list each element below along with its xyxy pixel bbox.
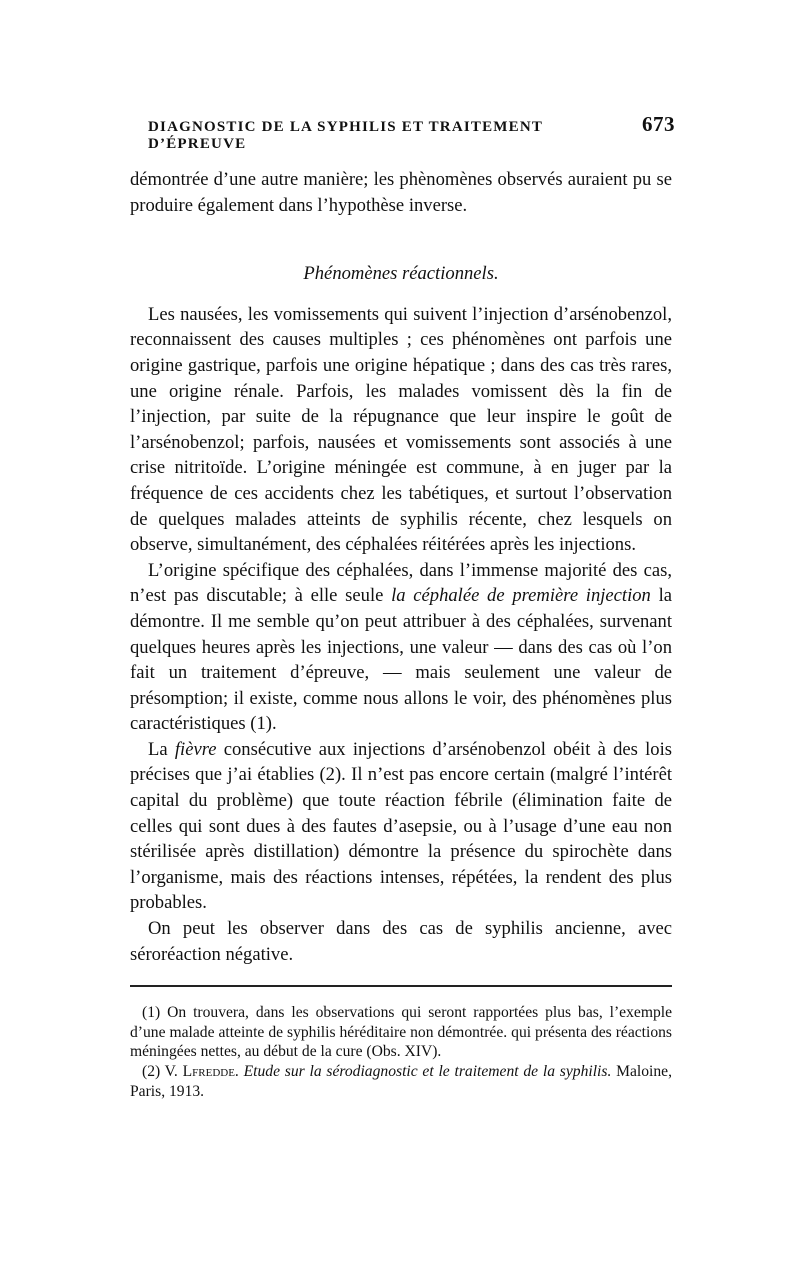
opening-paragraph: démontrée d’une autre manière; les phènomènes observés auraient pu se produire également dans l’hypothèse inverse. (130, 169, 672, 216)
footnote-2 (130, 1062, 672, 1101)
footnote-2-suffix: Maloine, Paris, 1913. (130, 1063, 673, 1100)
paragraph-cephalees-part-a: L’origine spécifique des céphalées, dans l’immense majorité des cas, n’est pas discutable; à elle seule (130, 559, 672, 607)
paragraph-syphilis-ancienne: On peut les observer dans des cas de syphilis ancienne, avec séroréaction négative. (130, 918, 672, 965)
paragraph-cephalees-italic: la céphalée de première injection (391, 585, 651, 607)
footnote-2-prefix: (2) V. (142, 1063, 183, 1080)
footnote-2-title: Etude sur la sérodiagnostic et le traitement de la syphilis. (238, 1063, 612, 1080)
footnote-1: (1) On trouvera, dans les observations qui seront rapportées plus bas, l’exemple d’une malade atteinte de syphilis héréditaire non démontrée. qui présenta des réactions méningées nettes, au début de la cure (Obs. XIV). (130, 1004, 672, 1061)
paragraph-nausea: Les nausées, les vomissements qui suivent l’injection d’arsénobenzol, reconnaissent des causes multiples ; ces phénomènes ont parfois une origine gastrique, parfois une origine hépatique ; dans des cas très rares, une origine rénale. Parfois, les malades vomissent dès la fin de l’injection, par suite de la répugnance que leur inspire le goût de l’arsénobenzol; parfois, nausées et vomissements sont associés à une crise nitritoïde. L’origine méningée est commune, à en juger par la fréquence de ces accidents chez les tabétiques, et surtout l’observation de quelques malades atteints de syphilis récente, chez lesquels on observe, simultanément, des céphalées réitérées après les injections. (130, 303, 672, 556)
running-title: DIAGNOSTIC DE LA SYPHILIS ET TRAITEMENT D’ÉPREUVE (148, 119, 543, 152)
paragraph-cephalees-part-b: la démontre. Il me semble qu’on peut attribuer à des céphalées, survenant quelques heures après les injections, une valeur — dans des cas où l’on fait un traitement d’épreuve, — mais seulement une valeur de présomption; il existe, comme nous allons le voir, des phénomènes plus caractéristiques (1). (130, 585, 672, 735)
book-page (130, 112, 675, 1101)
section-title: Phénomènes réactionnels. (303, 263, 499, 285)
running-header (148, 112, 675, 153)
paragraph-fievre-italic: fièvre (174, 738, 217, 760)
paragraph-fievre-part-a: La (148, 738, 175, 760)
footnote-2-author: Lfredde. (182, 1063, 239, 1080)
paragraph-fievre-part-b: consécutive aux injections d’arsénobenzol obéit à des lois précises que j’ai établies (2). Il n’est pas encore certain (malgré l’intérêt capital du problème) que toute réaction fébrile (élimination faite de celles qui sont dues à des fautes d’asepsie, ou à l’usage d’une eau non stérilisée après distillation) démontre la présence du spirochète dans l’organisme, mais des réactions intenses, répétées, la rendent des plus probables. (130, 738, 672, 914)
footnotes (130, 1003, 672, 1101)
paragraph-fievre (130, 737, 672, 916)
paragraph-cephalees (130, 558, 672, 737)
page-number: 673 (642, 112, 675, 136)
main-text (130, 167, 672, 967)
footnote-divider (130, 985, 672, 987)
